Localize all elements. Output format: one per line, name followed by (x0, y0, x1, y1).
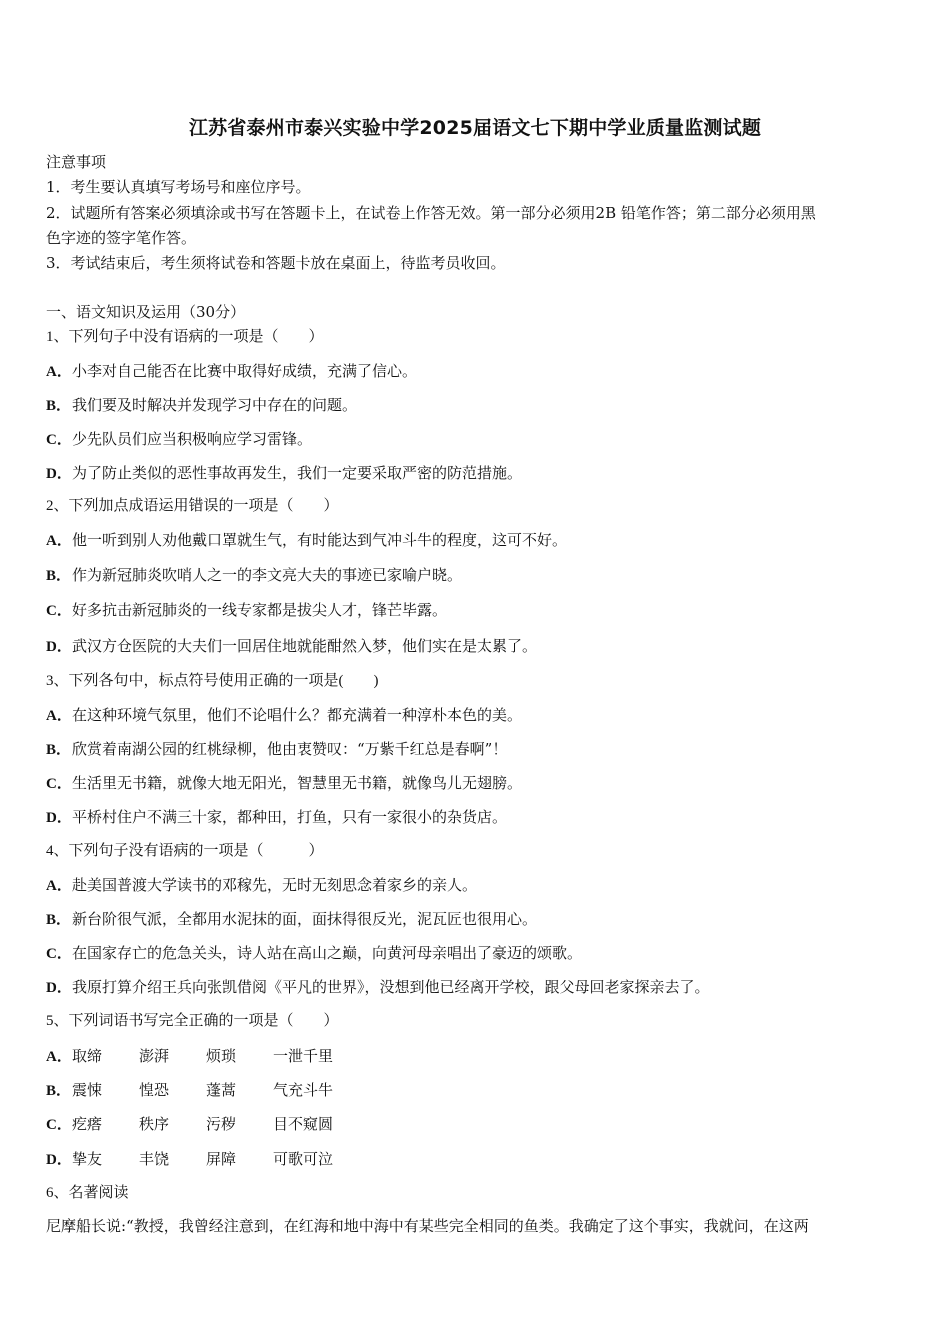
option-label: D． (46, 980, 72, 996)
question-stem: 6、名著阅读 (46, 1185, 129, 1201)
word-option (46, 1114, 333, 1135)
option (46, 463, 522, 484)
option-text: 欣赏着南湖公园的红桃绿柳，他由衷赞叹：“万紫千红总是春啊”！ (72, 740, 508, 758)
word: 惶恐 (139, 1081, 170, 1099)
option-label: C． (46, 946, 72, 962)
option (46, 395, 357, 416)
option (46, 943, 582, 964)
notice-item: 色字迹的签字笔作答。 (46, 229, 197, 247)
question-stem: 3、下列各句中，标点符号使用正确的一项是( ) (46, 673, 379, 689)
option (46, 530, 567, 551)
section-heading: 一、语文知识及运用（30分） (46, 303, 246, 321)
option-label: B． (46, 742, 72, 758)
option-label: A． (46, 708, 72, 724)
word: 屏障 (206, 1150, 237, 1168)
option-text: 武汉方仓医院的大夫们一回居住地就能酣然入梦，他们实在是太累了。 (72, 637, 538, 655)
option-text: 我原打算介绍王兵向张凯借阅《平凡的世界》，没想到他已经离开学校，跟父母回老家探亲去了。 (72, 978, 710, 996)
option (46, 600, 447, 621)
question-stem: 1、下列句子中没有语病的一项是（ ） (46, 329, 324, 345)
option (46, 705, 522, 726)
word: 气充斗牛 (273, 1081, 334, 1099)
option-text: 他一听到别人劝他戴口罩就生气，有时能达到气冲斗牛的程度，这可不好。 (72, 531, 568, 549)
option-label: A． (46, 364, 72, 380)
option-label: D． (46, 810, 72, 826)
option-text: 为了防止类似的恶性事故再发生，我们一定要采取严密的防范措施。 (72, 464, 523, 482)
option-text: 作为新冠肺炎吹哨人之一的李文亮大夫的事迹已家喻户晓。 (72, 566, 463, 584)
question-stem: 5、下列词语书写完全正确的一项是（ ） (46, 1013, 339, 1029)
notice-item: 1．考生要认真填写考场号和座位序号。 (46, 178, 311, 196)
word: 污秽 (206, 1115, 237, 1133)
option-label: C． (46, 432, 72, 448)
option (46, 429, 312, 450)
word: 澎湃 (139, 1047, 170, 1065)
option (46, 739, 507, 760)
question-stem: 4、下列句子没有语病的一项是（ ） (46, 843, 324, 859)
word: 蓬蒿 (206, 1081, 237, 1099)
option-label: B． (46, 398, 72, 414)
option-text: 小李对自己能否在比赛中取得好成绩，充满了信心。 (72, 362, 418, 380)
option-label: A． (46, 1049, 72, 1065)
word: 可歌可泣 (273, 1150, 334, 1168)
word: 一泄千里 (273, 1047, 334, 1065)
option-text: 少先队员们应当积极响应学习雷锋。 (72, 430, 313, 448)
option-label: B． (46, 1083, 72, 1099)
word: 震悚 (72, 1081, 103, 1099)
option-label: C． (46, 1117, 72, 1133)
option (46, 773, 522, 794)
option-text: 新台阶很气派，全都用水泥抹的面，面抹得很反光，泥瓦匠也很用心。 (72, 910, 538, 928)
word: 烦琐 (206, 1047, 237, 1065)
word: 挚友 (72, 1150, 103, 1168)
option (46, 361, 417, 382)
option (46, 636, 537, 657)
notice-heading: 注意事项 (46, 153, 107, 171)
option (46, 875, 477, 896)
word: 丰饶 (139, 1150, 170, 1168)
option-label: A． (46, 878, 72, 894)
word: 取缔 (72, 1047, 103, 1065)
notice-item: 2．试题所有答案必须填涂或书写在答题卡上，在试卷上作答无效。第一部分必须用2B 铅笔作答；第二部分必须用黑 (46, 204, 816, 222)
option-label: C． (46, 776, 72, 792)
option-label: D． (46, 466, 72, 482)
word-option (46, 1149, 333, 1170)
reading-passage: 尼摩船长说:“教授，我曾经注意到，在红海和地中海中有某些完全相同的鱼类。我确定了这个事实，我就问，在这两 (46, 1217, 809, 1235)
option-label: C． (46, 603, 72, 619)
option-label: D． (46, 639, 72, 655)
option-text: 我们要及时解决并发现学习中存在的问题。 (72, 396, 358, 414)
option (46, 909, 537, 930)
option (46, 565, 462, 586)
option-label: A． (46, 533, 72, 549)
option-text: 生活里无书籍，就像大地无阳光，智慧里无书籍，就像鸟儿无翅膀。 (72, 774, 523, 792)
option-label: B． (46, 912, 72, 928)
question-stem: 2、下列加点成语运用错误的一项是（ ） (46, 498, 339, 514)
option-label: D． (46, 1152, 72, 1168)
word-option (46, 1046, 333, 1067)
option-label: B． (46, 568, 72, 584)
word-option (46, 1080, 333, 1101)
word: 目不窥圆 (273, 1115, 334, 1133)
option (46, 807, 507, 828)
option-text: 在国家存亡的危急关头，诗人站在高山之巅，向黄河母亲唱出了豪迈的颂歌。 (72, 944, 583, 962)
option-text: 赴美国普渡大学读书的邓稼先，无时无刻思念着家乡的亲人。 (72, 876, 478, 894)
word: 秩序 (139, 1115, 170, 1133)
option (46, 977, 710, 998)
option-text: 在这种环境气氛里，他们不论唱什么？都充满着一种淳朴本色的美。 (72, 706, 523, 724)
word: 疙瘩 (72, 1115, 103, 1133)
exam-title: 江苏省泰州市泰兴实验中学2025届语文七下期中学业质量监测试题 (188, 117, 762, 139)
notice-item: 3．考试结束后，考生须将试卷和答题卡放在桌面上，待监考员收回。 (46, 254, 506, 272)
option-text: 好多抗击新冠肺炎的一线专家都是拔尖人才，锋芒毕露。 (72, 601, 448, 619)
option-text: 平桥村住户不满三十家，都种田，打鱼，只有一家很小的杂货店。 (72, 808, 508, 826)
